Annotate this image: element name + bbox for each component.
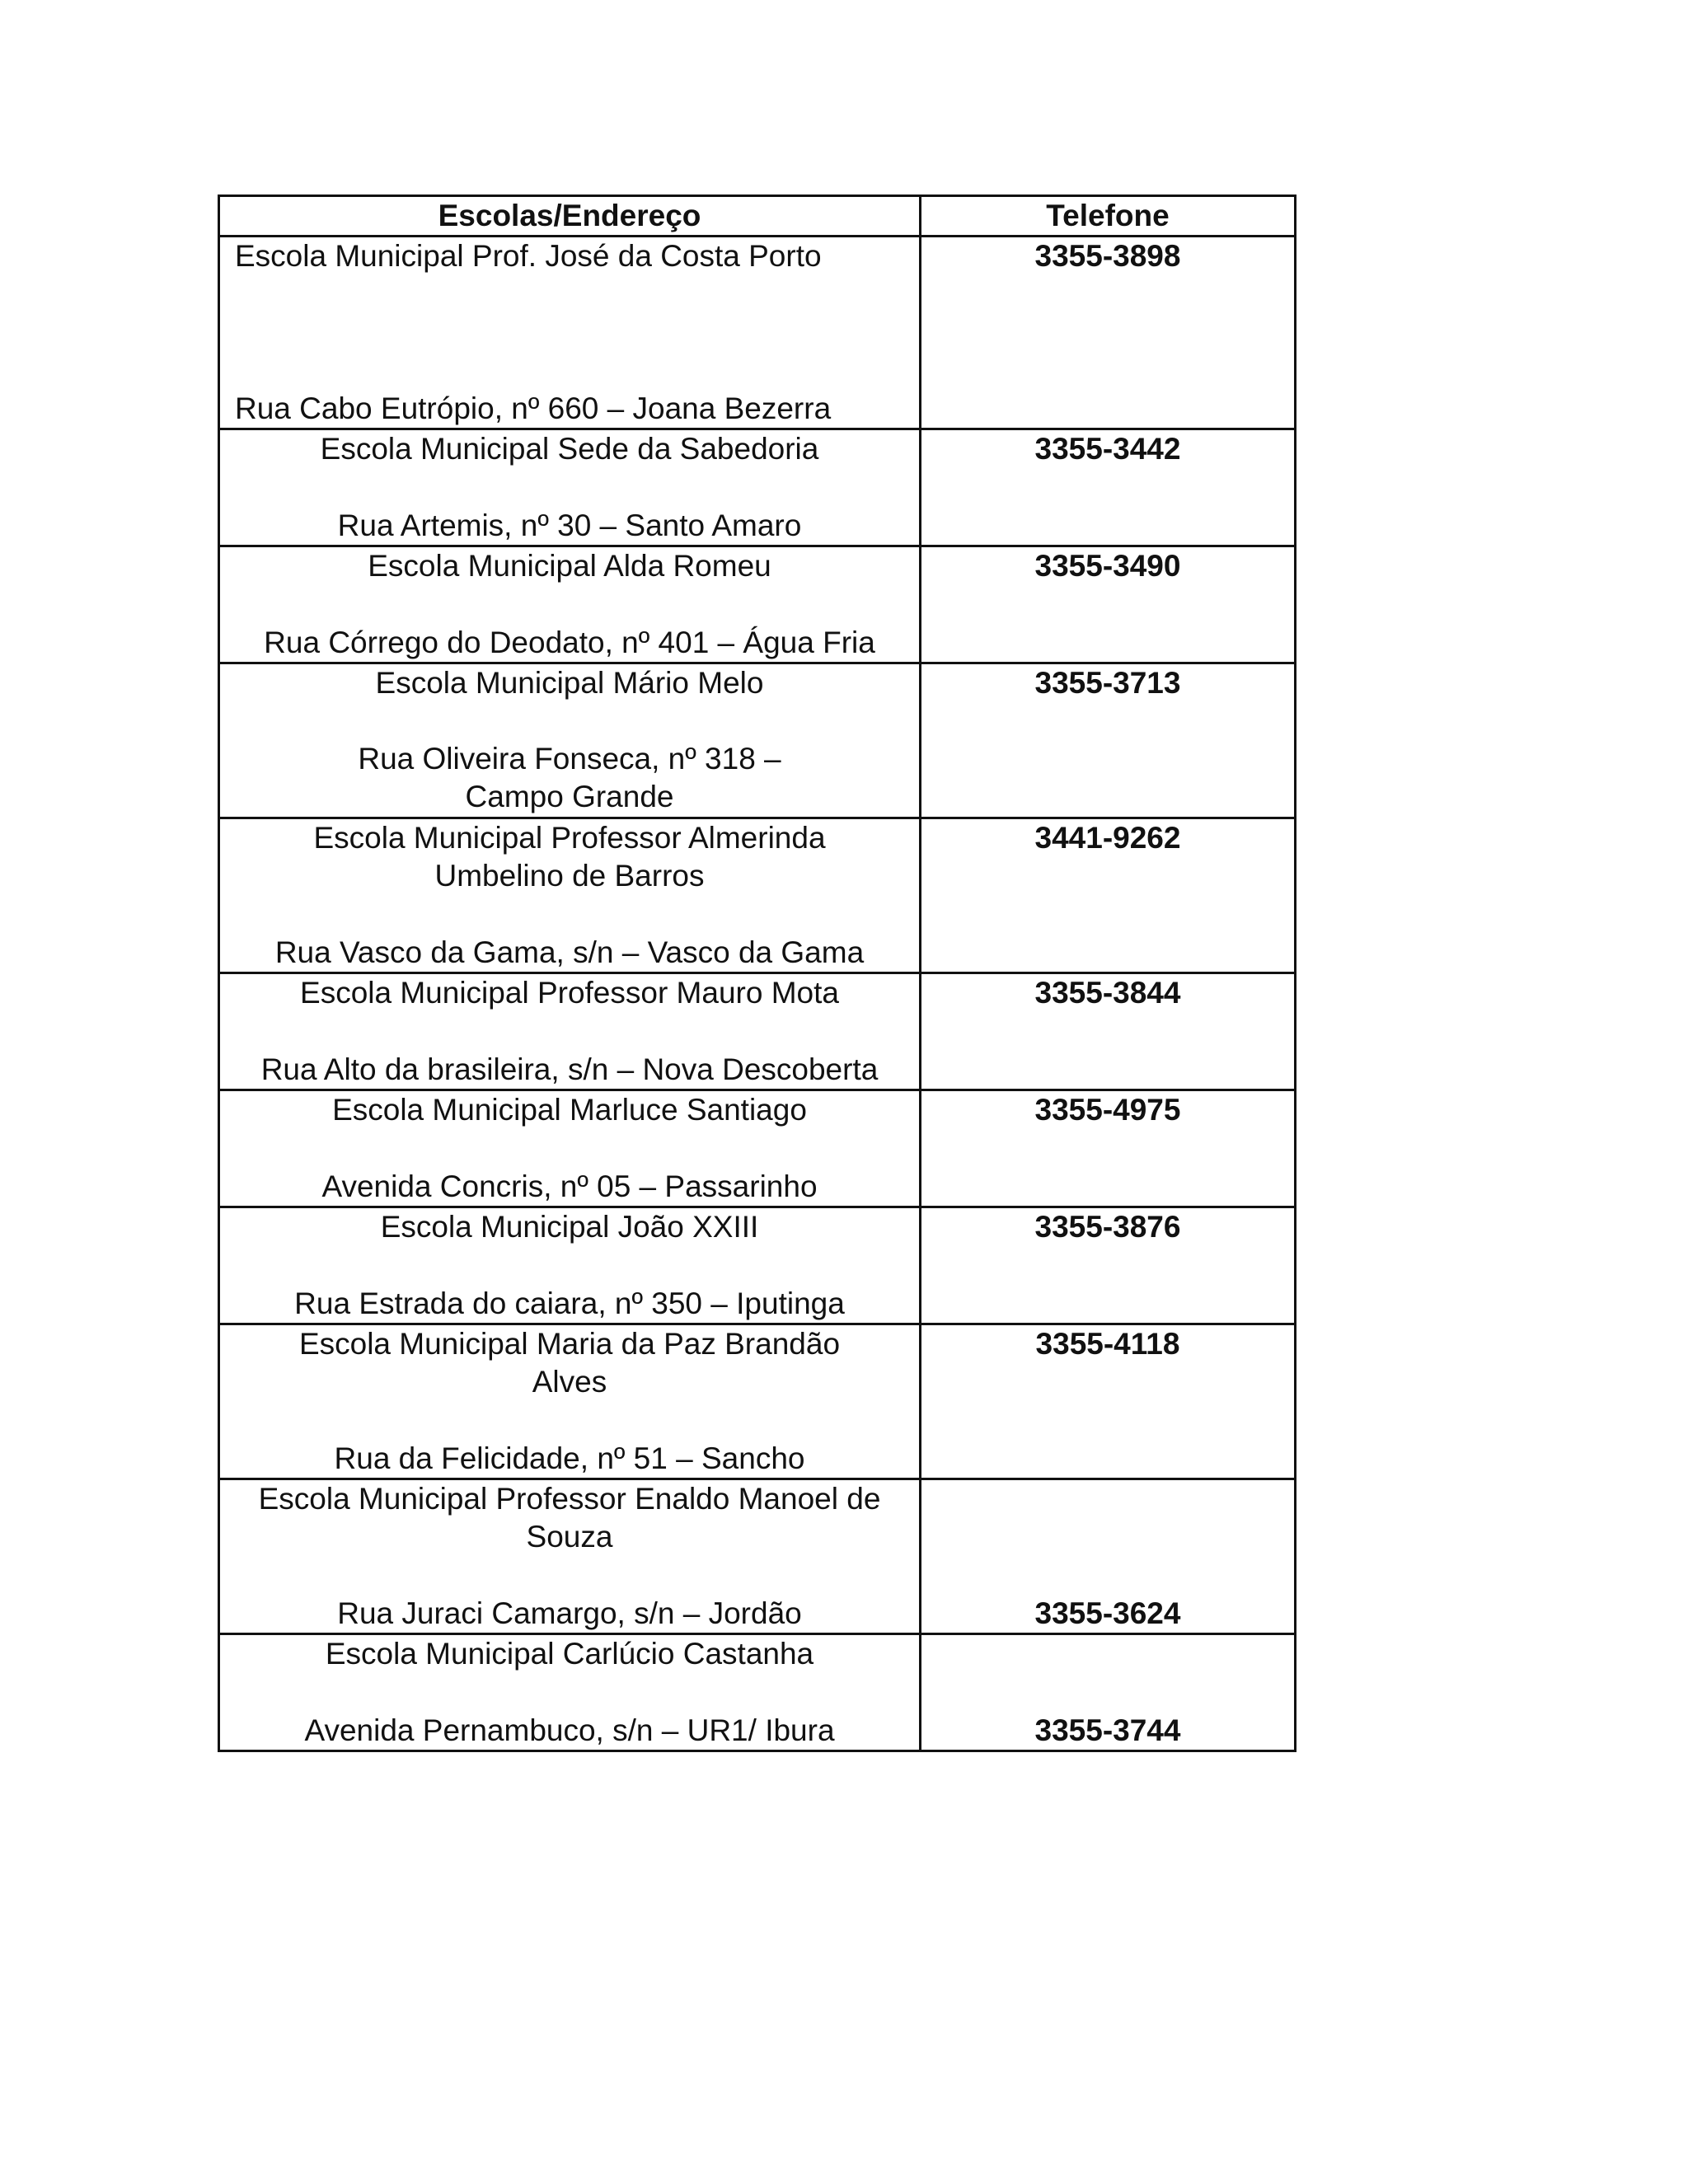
phone-number: 3355-3876 bbox=[1034, 1210, 1181, 1244]
school-cell bbox=[219, 1207, 921, 1324]
school-name: Escola Municipal Mário Melo bbox=[375, 666, 764, 700]
table-row bbox=[219, 973, 1296, 1090]
phone-cell bbox=[921, 546, 1296, 663]
table-row bbox=[219, 1634, 1296, 1751]
phone-number: 3355-3744 bbox=[1034, 1713, 1181, 1747]
phone-cell bbox=[921, 1207, 1296, 1324]
table-row bbox=[219, 1479, 1296, 1634]
school-cell bbox=[219, 818, 921, 973]
school-name: Escola Municipal Professor Enaldo Manoel de Souza bbox=[258, 1482, 881, 1554]
school-address: Avenida Concris, nº 05 – Passarinho bbox=[321, 1169, 818, 1203]
schools-table bbox=[218, 194, 1296, 1752]
school-address: Rua Estrada do caiara, nº 350 – Iputinga bbox=[294, 1286, 845, 1320]
school-cell bbox=[219, 663, 921, 818]
phone-number: 3355-3442 bbox=[1034, 432, 1181, 466]
phone-number: 3355-4975 bbox=[1034, 1093, 1181, 1127]
phone-cell bbox=[921, 1479, 1296, 1634]
phone-cell bbox=[921, 1634, 1296, 1751]
table-row bbox=[219, 1090, 1296, 1207]
school-cell bbox=[219, 1634, 921, 1751]
phone-number: 3355-3844 bbox=[1034, 976, 1181, 1010]
school-name: Escola Municipal Alda Romeu bbox=[368, 549, 771, 583]
phone-cell bbox=[921, 973, 1296, 1090]
school-name: Escola Municipal Carlúcio Castanha bbox=[325, 1637, 814, 1671]
school-address: Rua Juraci Camargo, s/n – Jordão bbox=[337, 1596, 802, 1630]
phone-cell bbox=[921, 429, 1296, 546]
phone-number: 3355-3490 bbox=[1034, 549, 1181, 583]
phone-cell bbox=[921, 818, 1296, 973]
school-address: Rua da Felicidade, nº 51 – Sancho bbox=[334, 1441, 805, 1475]
phone-number: 3355-3624 bbox=[1034, 1596, 1181, 1630]
phone-cell bbox=[921, 237, 1296, 429]
school-name: Escola Municipal João XXIII bbox=[380, 1210, 759, 1244]
school-address: Rua Oliveira Fonseca, nº 318 – Campo Grande bbox=[358, 742, 781, 813]
phone-cell bbox=[921, 1324, 1296, 1479]
school-address: Rua Vasco da Gama, s/n – Vasco da Gama bbox=[274, 935, 865, 969]
phone-cell bbox=[921, 1090, 1296, 1207]
school-address: Rua Artemis, nº 30 – Santo Amaro bbox=[337, 509, 802, 542]
school-name: Escola Municipal Sede da Sabedoria bbox=[320, 432, 819, 466]
phone-number: 3355-4118 bbox=[1035, 1327, 1180, 1361]
table-row bbox=[219, 429, 1296, 546]
school-address: Rua Córrego do Deodato, nº 401 – Água Fria bbox=[264, 626, 875, 659]
phone-cell bbox=[921, 663, 1296, 818]
table-header-row bbox=[219, 196, 1296, 237]
school-name: Escola Municipal Prof. José da Costa Porto bbox=[235, 239, 822, 273]
school-cell bbox=[219, 1479, 921, 1634]
school-cell bbox=[219, 546, 921, 663]
school-address: Avenida Pernambuco, s/n – UR1/ Ibura bbox=[304, 1713, 835, 1747]
table-row bbox=[219, 1207, 1296, 1324]
phone-number: 3355-3898 bbox=[1034, 239, 1181, 273]
school-column-header: Escolas/Endereço bbox=[219, 196, 921, 237]
phone-number: 3355-3713 bbox=[1034, 666, 1181, 700]
school-name: Escola Municipal Marluce Santiago bbox=[332, 1093, 807, 1127]
school-cell bbox=[219, 237, 921, 429]
school-cell bbox=[219, 429, 921, 546]
school-address: Rua Alto da brasileira, s/n – Nova Descoberta bbox=[260, 1052, 879, 1086]
table-row bbox=[219, 546, 1296, 663]
school-cell bbox=[219, 973, 921, 1090]
phone-column-header: Telefone bbox=[921, 196, 1296, 237]
table-row bbox=[219, 1324, 1296, 1479]
school-address: Rua Cabo Eutrópio, nº 660 – Joana Bezerra bbox=[235, 391, 832, 425]
school-cell bbox=[219, 1090, 921, 1207]
school-name: Escola Municipal Professor Almerinda Umbelino de Barros bbox=[313, 821, 826, 893]
table-row bbox=[219, 237, 1296, 429]
school-cell bbox=[219, 1324, 921, 1479]
school-name: Escola Municipal Professor Mauro Mota bbox=[300, 976, 839, 1010]
table-row bbox=[219, 818, 1296, 973]
table-row bbox=[219, 663, 1296, 818]
phone-number: 3441-9262 bbox=[1034, 821, 1181, 855]
school-name: Escola Municipal Maria da Paz Brandão Alves bbox=[298, 1327, 841, 1399]
